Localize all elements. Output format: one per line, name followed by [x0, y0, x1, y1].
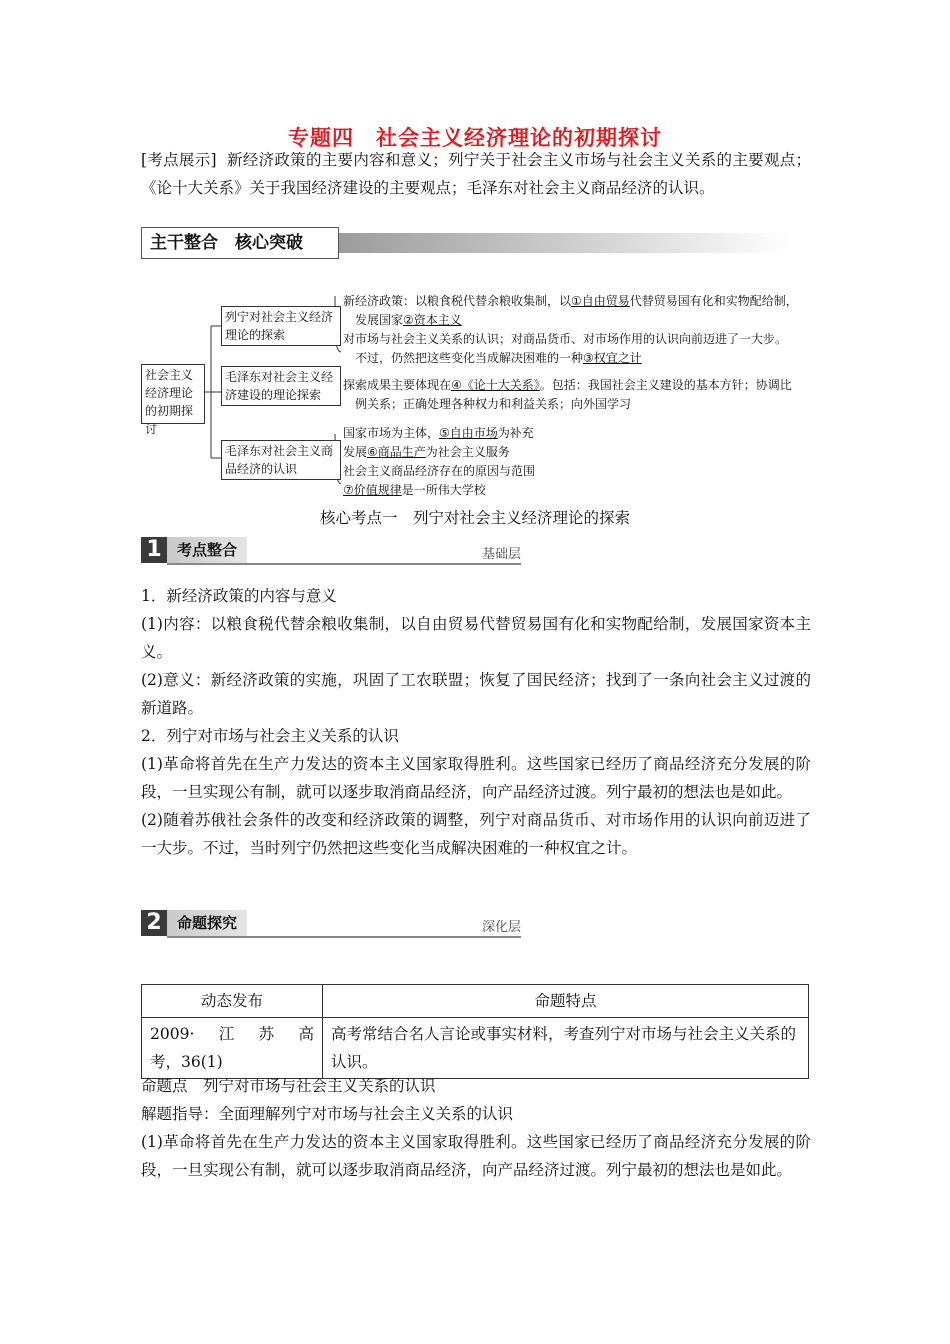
banner-gradient [331, 233, 791, 253]
content1-item-1: (1)内容：以粮食税代替余粮收集制，以自由贸易代替贸易国有化和实物配给制，发展国家资本主义。 [141, 615, 811, 661]
table-cell: 高考常结合名人言论或事实材料，考查列宁对市场与社会主义关系的认识。 [323, 1018, 809, 1079]
branch-mao-construction-content [343, 376, 816, 414]
exam-points-intro [141, 146, 811, 202]
layer1-number: 1 [141, 537, 167, 563]
banner-title: 主干整合 核心突破 [141, 227, 339, 259]
branch-mao-commodity: 毛泽东对社会主义商品经济的认识 [221, 440, 341, 480]
blank-5: ⑤自由市场 [439, 426, 498, 440]
content1-item-4: (2)随着苏俄社会条件的改变和经济政策的调整，列宁对商品货币、对市场作用的认识向前迈进了一大步。不过，当时列宁仍然把这些变化当成解决困难的一种权宜之计。 [141, 811, 811, 857]
core-point-heading: 核心考点一 列宁对社会主义经济理论的探索 [319, 509, 630, 527]
mao1-line-1: 探索成果主要体现在④《论十大关系》。包括：我国社会主义建设的基本方针；协调比 [343, 378, 792, 392]
table-header-row [142, 985, 809, 1018]
intro-text: 新经济政策的主要内容和意义；列宁关于社会主义市场与社会主义关系的主要观点；《论十大关系》关于我国经济建设的主要观点；毛泽东对社会主义商品经济的认识。 [141, 151, 811, 197]
mao2-line-1: 国家市场为主体，⑤自由市场为补充 [343, 426, 534, 440]
blank-4: ④《论十大关系》 [451, 378, 540, 392]
layer1-rule [167, 563, 521, 565]
layer2-tag: 深化层 [481, 920, 521, 935]
table-row [142, 1018, 809, 1079]
layer2-rule [167, 936, 521, 938]
content1-heading-1: 1．新经济政策的内容与意义 [141, 587, 337, 605]
layer2-header [141, 910, 521, 938]
branch-lenin-content [343, 292, 816, 368]
content2-topic: 命题点 列宁对市场与社会主义关系的认识 [141, 1077, 436, 1095]
layer1-tag: 基础层 [481, 547, 521, 562]
layer2-number: 2 [141, 910, 167, 936]
lenin-line-2: 发展国家②资本主义 [355, 313, 462, 327]
layer2-title: 命题探究 [167, 910, 247, 936]
lenin-line-3: 对市场与社会主义关系的认识；对商品货币、对市场作用的认识向前迈进了一大步。 [343, 332, 788, 346]
table-header-cell: 命题特点 [323, 985, 809, 1018]
mao2-line-2: 发展⑥商品生产为社会主义服务 [343, 445, 510, 459]
mao1-line-2: 例关系；正确处理各种权力和利益关系；向外国学习 [355, 397, 632, 411]
section-banner [141, 227, 791, 259]
content1-item-3: (1)革命将首先在生产力发达的资本主义国家取得胜利。这些国家已经历了商品经济充分发展的阶段，一旦实现公有制，就可以逐步取消商品经济，向产品经济过渡。列宁最初的想法也是如此。 [141, 755, 811, 801]
page-title: 专题四 社会主义经济理论的初期探讨 [288, 126, 662, 150]
lenin-line-4: 不过，仍然把这些变化当成解决困难的一种③权宜之计 [355, 351, 642, 365]
exam-table [141, 984, 809, 1079]
table-cell: 2009· 江 苏 高考，36(1) [142, 1018, 323, 1079]
layer1-header [141, 537, 521, 565]
mao2-line-3: 社会主义商品经济存在的原因与范围 [343, 464, 536, 478]
branch-lenin: 列宁对社会主义经济理论的探索 [221, 306, 341, 346]
content2-item-1: (1)革命将首先在生产力发达的资本主义国家取得胜利。这些国家已经历了商品经济充分发展的阶段，一旦实现公有制，就可以逐步取消商品经济，向产品经济过渡。列宁最初的想法也是如此。 [141, 1133, 811, 1179]
blank-1: ①自由贸易 [571, 294, 630, 308]
layer1-title: 考点整合 [167, 537, 247, 563]
blank-3: ③权宜之计 [583, 351, 642, 365]
blank-2: ②资本主义 [403, 313, 462, 327]
mao2-line-4: ⑦价值规律是一所伟大学校 [343, 483, 486, 497]
blank-7: ⑦价值规律 [343, 483, 402, 497]
content2-guide: 解题指导：全面理解列宁对市场与社会主义关系的认识 [141, 1105, 514, 1123]
content-section-1 [141, 582, 811, 862]
branch-mao-construction: 毛泽东对社会主义经济建设的理论探索 [221, 366, 341, 406]
lenin-line-1: 新经济政策：以粮食税代替余粮收集制，以①自由贸易代替贸易国有化和实物配给制， [343, 294, 798, 308]
content1-item-2: (2)意义：新经济政策的实施，巩固了工农联盟；恢复了国民经济；找到了一条向社会主义过渡的新道路。 [141, 671, 811, 717]
mind-map-root: 社会主义经济理论的初期探讨 [141, 364, 205, 424]
table-header-cell: 动态发布 [142, 985, 323, 1018]
mind-map [141, 288, 816, 498]
branch-mao-commodity-content [343, 424, 816, 500]
blank-6: ⑥商品生产 [367, 445, 426, 459]
content-section-2 [141, 1072, 811, 1184]
intro-label: [考点展示] [141, 151, 217, 169]
content1-heading-2: 2．列宁对市场与社会主义关系的认识 [141, 727, 399, 745]
